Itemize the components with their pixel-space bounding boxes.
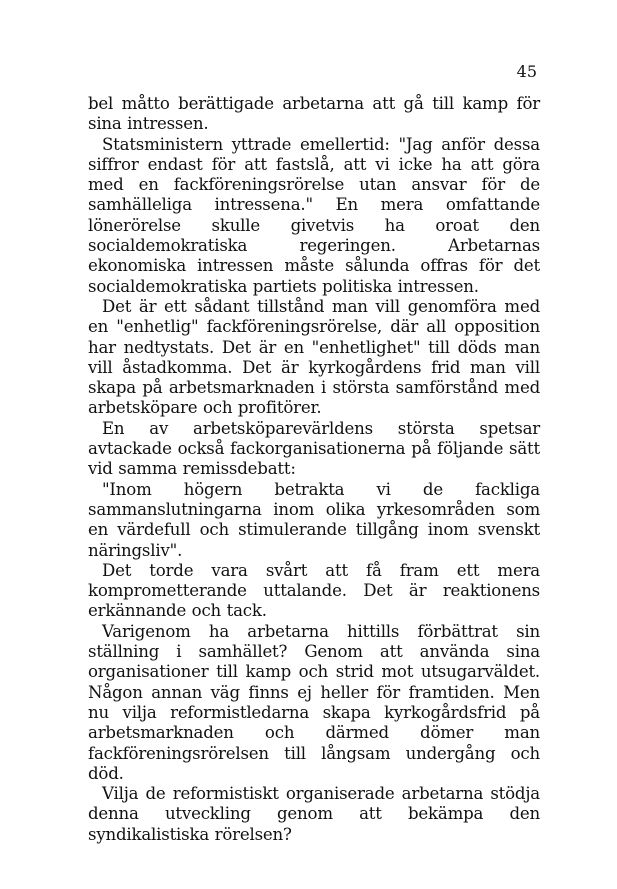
paragraph-8: Vilja de reformistiskt organiserade arbetarna stödja denna utveckling genom att bekämpa den syndikalistiska rörelsen?	[88, 784, 540, 844]
paragraph-4: En av arbetsköparevärldens största spetsar avtackade också fackorganisationerna på följande sätt vid samma remissdebatt:	[88, 418, 540, 479]
page-number: 45	[516, 62, 537, 81]
paragraph-7: Varigenom ha arbetarna hittills förbättrat sin ställning i samhället? Genom att använda sina organisationer till kamp och strid mot utsugarväldet. Någon annan väg finns ej heller för framtiden. Men nu vilja reformistledarna skapa kyrkogårdsfrid på arbetsmarknaden och därmed dömer man fackföreningsrörelsen till långsam undergång och död.	[88, 621, 540, 783]
paragraph-2: Statsministern yttrade emellertid: "Jag anför dessa siffror endast för att fastslå, att vi icke ha att göra med en fackföreningsrörelse utan ansvar för de samhälleliga intressena." En mera omfattande lönerörelse skulle givetvis ha oroat den socialdemokratiska regeringen. Arbetarnas ekonomiska intressen måste sålunda offras för det socialdemokratiska partiets politiska intressen.	[88, 134, 540, 296]
paragraph-5-quote: "Inom högern betrakta vi de fackliga sammanslutningarna inom olika yrkesområden som en värdefull och stimulerande tillgång inom svenskt näringsliv".	[88, 479, 540, 560]
body-text	[88, 94, 540, 845]
paragraph-1: bel måtto berättigade arbetarna att gå till kamp för sina intressen.	[88, 94, 540, 134]
paragraph-6: Det torde vara svårt att få fram ett mera komprometterande uttalande. Det är reaktionens erkännande och tack.	[88, 560, 540, 621]
paragraph-3: Det är ett sådant tillstånd man vill genomföra med en "enhetlig" fackföreningsrörelse, där all opposition har nedtystats. Det är en "enhetlighet" till döds man vill åstadkomma. Det är kyrkogårdens frid man vill skapa på arbetsmarknaden i största samförstånd med arbetsköpare och profitörer.	[88, 296, 540, 418]
